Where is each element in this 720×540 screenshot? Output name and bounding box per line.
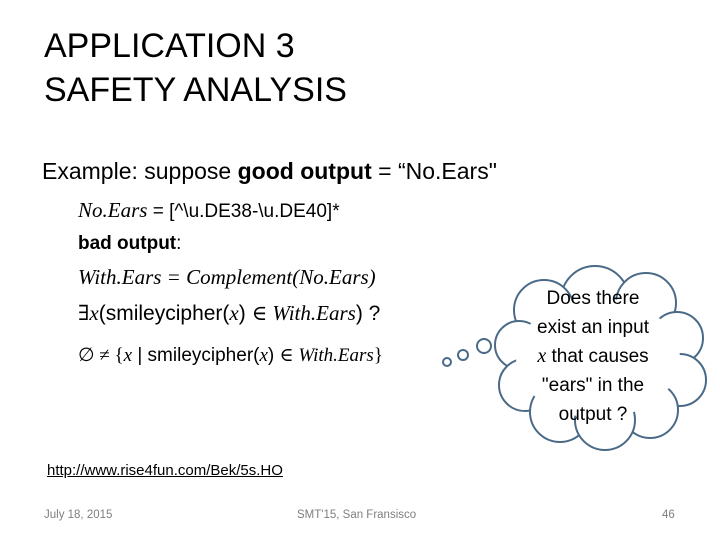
bad-output-colon: : — [176, 233, 182, 254]
set-var-2: x — [259, 345, 268, 366]
noears-regex: = [^\u.DE38-\u.DE40]* — [147, 201, 340, 222]
element-of-symbol: ∈ — [251, 301, 268, 325]
exists-fn: (smileycipher( — [98, 302, 230, 325]
footer-page-number: 46 — [662, 509, 675, 521]
footer-date: July 18, 2015 — [44, 509, 113, 521]
exists-question: ) ? — [355, 302, 381, 325]
title-line-1: APPLICATION 3 — [44, 27, 295, 65]
set-element-symbol: ∈ — [279, 345, 294, 366]
title-line-2: SAFETY ANALYSIS — [44, 71, 347, 109]
set-close-paren: ) — [267, 345, 280, 366]
exists-var-2: x — [229, 301, 239, 325]
withears-definition: With.Ears = Complement(No.Ears) — [78, 265, 376, 289]
bubble-line-3 — [510, 342, 676, 371]
example-suffix: = “No.Ears" — [371, 158, 497, 184]
set-var: x — [123, 345, 133, 366]
not-equal-symbol: ≠ — [94, 345, 115, 366]
bubble-line-1: Does there — [546, 288, 640, 309]
bubble-line-4: "ears" in the — [541, 375, 645, 396]
bubble-line-3-rest: that causes — [546, 346, 649, 367]
bubble-line-2: exist an input — [537, 317, 649, 338]
thought-bubble-text — [510, 284, 676, 429]
exists-var: x — [89, 301, 99, 325]
exists-symbol: ∃ — [78, 301, 90, 325]
bubble-var: x — [537, 345, 547, 367]
example-prefix: Example: suppose — [42, 158, 238, 184]
set-bar: | smileycipher( — [132, 345, 260, 366]
noears-variable: No.Ears — [78, 198, 148, 222]
exists-set: With.Ears — [267, 301, 356, 325]
set-open: { — [114, 345, 124, 366]
exists-close: ) — [238, 302, 252, 325]
rise4fun-link[interactable]: http://www.rise4fun.com/Bek/5s.HO — [47, 462, 283, 479]
empty-set-symbol: ∅ — [78, 345, 95, 366]
set-close: } — [373, 345, 383, 366]
bad-output-label: bad output — [78, 233, 177, 254]
footer-venue: SMT'15, San Fransisco — [297, 509, 417, 521]
bubble-line-5: output ? — [558, 404, 628, 425]
set-withears: With.Ears — [293, 345, 374, 366]
good-output-label: good output — [237, 158, 372, 184]
